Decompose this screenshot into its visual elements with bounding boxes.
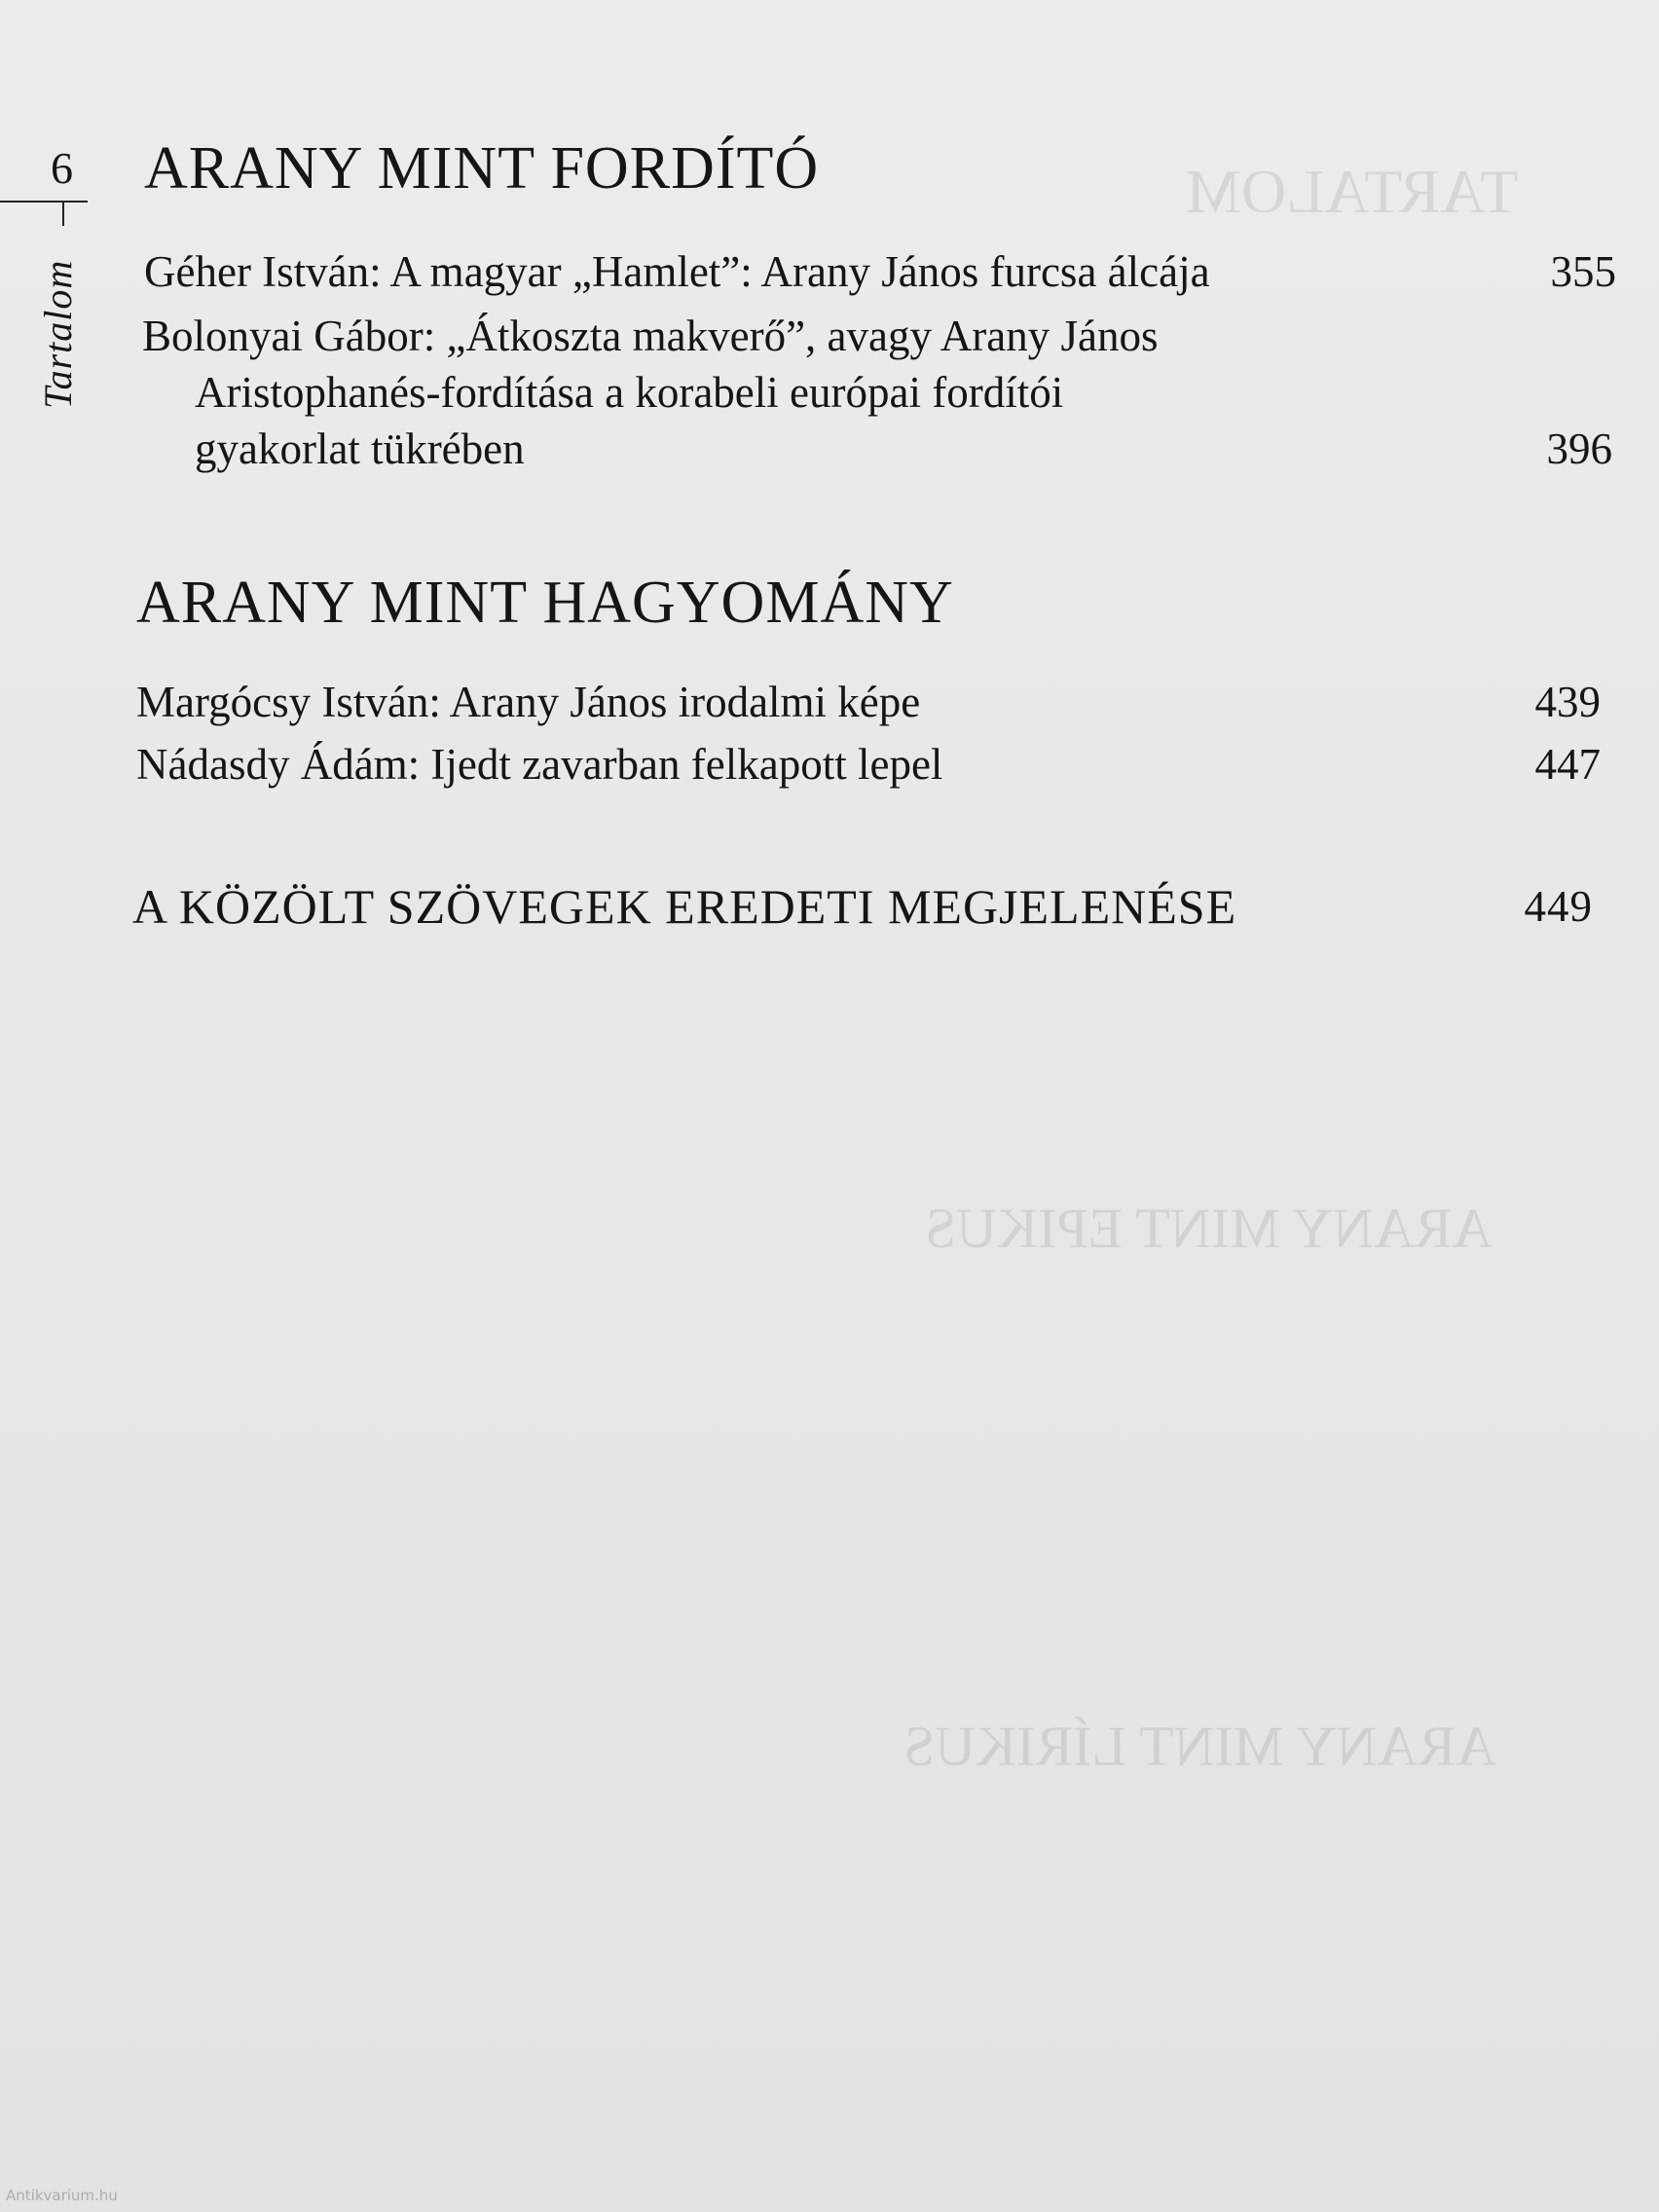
toc-entry[interactable] xyxy=(136,736,1601,793)
show-through-heading: ARANY MINT LÍRIKUS xyxy=(903,1714,1496,1778)
toc-entry[interactable] xyxy=(144,243,1616,300)
entry-line: Aristophanés-fordítása a korabeli európai fordítói xyxy=(195,368,1064,417)
margin-rule xyxy=(62,201,64,226)
entry-page-number: 439 xyxy=(1534,678,1601,726)
entry-line: Margócsy István: Arany János irodalmi képe xyxy=(136,678,921,726)
entry-line: Géher István: A magyar „Hamlet”: Arany János furcsa álcája xyxy=(144,247,1210,296)
show-through-heading: ARANY MINT EPIKUS xyxy=(925,1197,1493,1260)
entry-page-number: 396 xyxy=(1546,424,1612,473)
page-number: 6 xyxy=(51,143,73,193)
running-title: Tartalom xyxy=(36,259,80,409)
toc-entry[interactable] xyxy=(142,308,1612,477)
toc-entry[interactable] xyxy=(136,674,1601,730)
entry-line: Nádasdy Ádám: Ijedt zavarban felkapott lepel xyxy=(136,740,943,789)
entry-page-number: 449 xyxy=(1524,882,1593,931)
show-through-heading: TARTALOM xyxy=(1186,157,1519,226)
entry-page-number: 355 xyxy=(1550,247,1616,296)
margin-rule xyxy=(0,201,88,203)
entry-page-number: 447 xyxy=(1534,740,1601,789)
entry-line: A KÖZÖLT SZÖVEGEK EREDETI MEGJELENÉSE xyxy=(132,879,1237,934)
entry-line: gyakorlat tükrében xyxy=(195,424,525,473)
section-title: ARANY MINT FORDÍTÓ xyxy=(144,135,820,202)
entry-line: Bolonyai Gábor: „Átkoszta makverő”, avagy Arany János xyxy=(142,312,1159,360)
watermark-text: Antikvarium.hu xyxy=(6,2187,118,2204)
toc-entry[interactable] xyxy=(132,878,1593,935)
section-title: ARANY MINT HAGYOMÁNY xyxy=(136,570,954,636)
